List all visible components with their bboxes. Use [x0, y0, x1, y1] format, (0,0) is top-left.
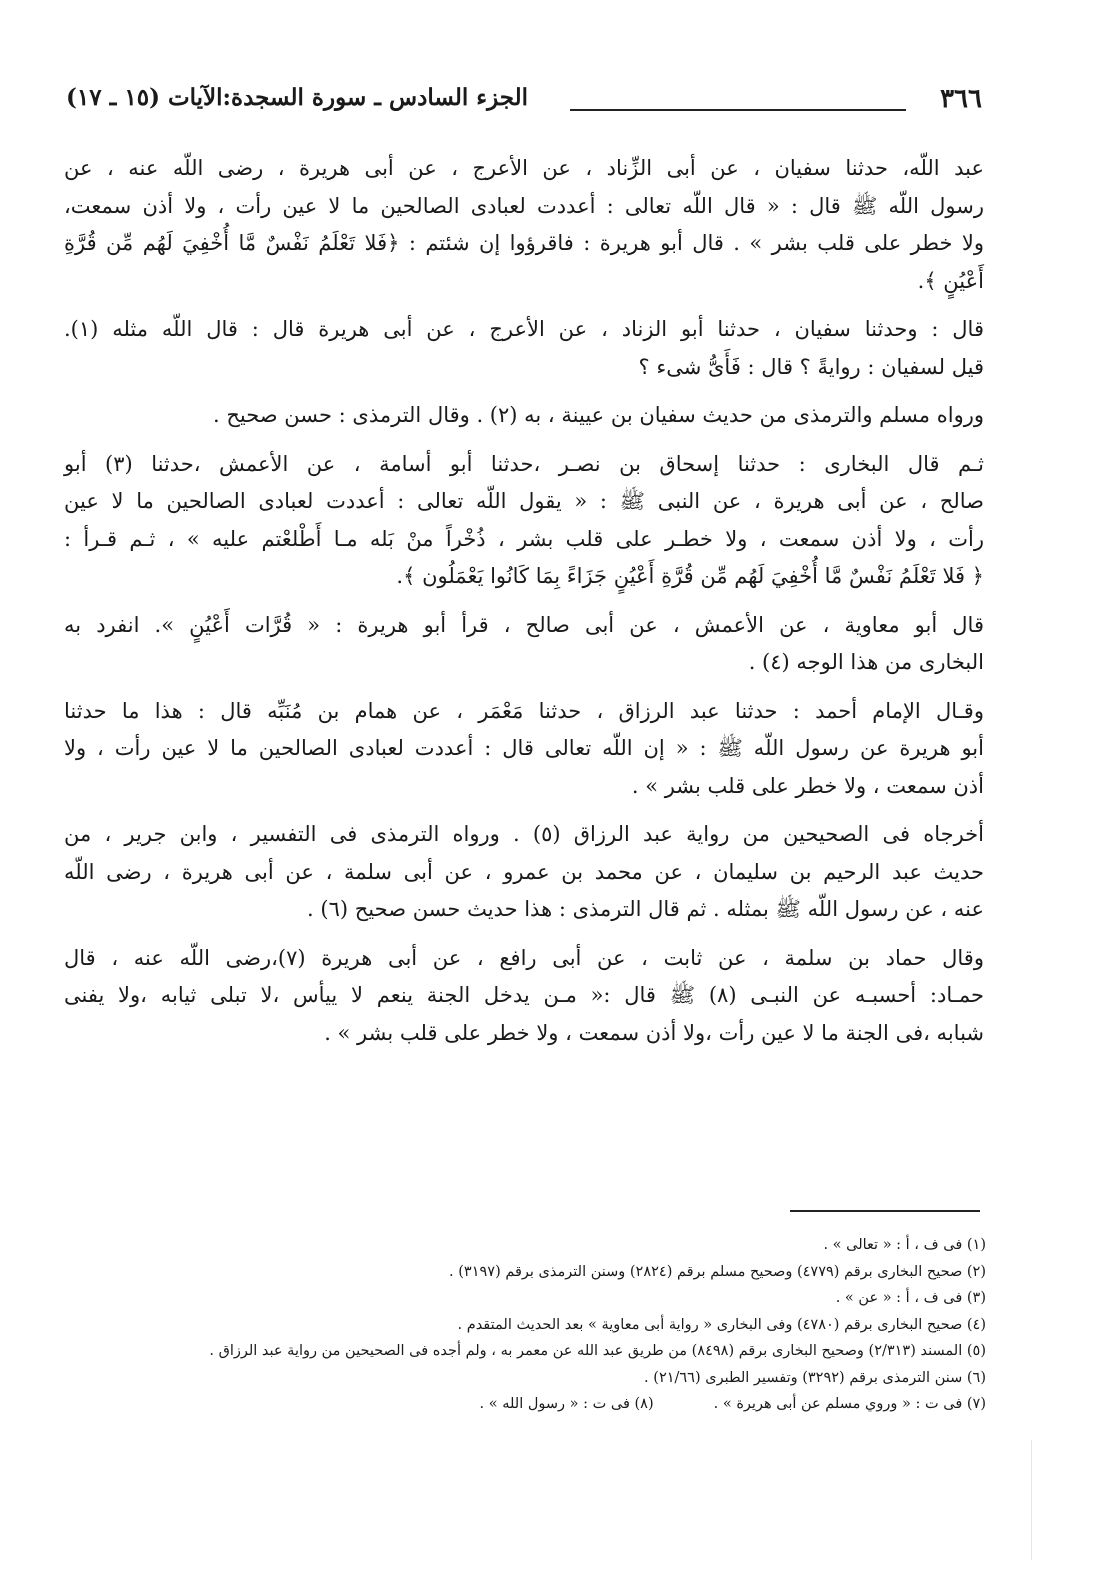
text-line: قيل لسفيان : روايةً ؟ قال : فَأَىُّ شىء ؟ [638, 354, 984, 379]
page-number: ٣٦٦ [940, 84, 982, 114]
text-line: أبو هريرة عن رسول اللّه ﷺ : « إن اللّه تعالى قال : أعددت لعبادى الصالحين ما لا عين رأت ، ولا [64, 736, 984, 760]
footnote-1: (١) فى ف ، أ : « تعالى » . [823, 1237, 986, 1253]
text-line: ورواه مسلم والترمذى من حديث سفيان بن عيينة ، به (٢) . وقال الترمذى : حسن صحيح . [212, 403, 984, 427]
text-line: رأت ، ولا أذن سمعت ، ولا خطـر على قلب بشر ، ذُخْراً منْ بَله مـا أَطْلعْتم عليه » ، ثـم قـرأ : [64, 526, 984, 551]
footnotes [60, 1232, 986, 1418]
paragraph-3 [64, 397, 984, 435]
text-line: أخرجاه فى الصحيحين من رواية عبد الرزاق (٥) . ورواه الترمذى فى التفسير ، وابن جرير ، من [64, 822, 984, 846]
text-line: عنه ، عن رسول اللّه ﷺ بمثله . ثم قال الترمذى : هذا حديث حسن صحيح (٦) . [307, 897, 984, 921]
running-title: الجزء السادس ـ سورة السجدة:الآيات (١٥ ـ ١٧) [66, 84, 528, 111]
footnote-8: (٨) فى ت : « رسول الله » . [479, 1396, 654, 1412]
paragraph-8 [64, 940, 984, 1053]
paragraph-5 [64, 607, 984, 682]
text-line: قال أبو معاوية ، عن الأعمش ، عن أبى صالح ، قرأ أبو هريرة : « قُرَّات أَعْيُنٍ ». انفرد به [64, 612, 984, 637]
text-line: قال : وحدثنا سفيان ، حدثنا أبو الزناد ، عن الأعرج ، عن أبى هريرة قال : قال اللّه مثله (١). [64, 317, 984, 341]
footnote-3: (٣) فى ف ، أ : « عن » . [835, 1290, 986, 1306]
text-line: عبد اللّه، حدثنا سفيان ، عن أبى الزِّناد ، عن الأعرج ، عن أبى هريرة ، رضى اللّه عنه ، عن [64, 156, 984, 180]
text-line: أذن سمعت ، ولا خطر على قلب بشر » . [631, 773, 984, 798]
running-header [66, 78, 982, 118]
footnote-separator [790, 1210, 980, 1212]
footnote-5: (٥) المسند (٢/٣١٣) وصحيح البخارى برقم (٨٤٩٨) من طريق عبد الله عن معمر به ، ولم أجده فى الصحيحين من رواية عبد الرزاق . [209, 1343, 986, 1359]
text-line: ثـم قال البخارى : حدثنا إسحاق بن نصـر ،حدثنا أبو أسامة ، عن الأعمش ،حدثنا (٣) أبو [64, 451, 984, 476]
text-line: صالح ، عن أبى هريرة ، عن النبى ﷺ : « يقول اللّه تعالى : أعددت لعبادى الصالحين ما لا عين [64, 489, 984, 513]
scan-edge-mark [1031, 1440, 1032, 1560]
footnote-7: (٧) فى ت : « وروي مسلم عن أبى هريرة » . [713, 1396, 986, 1412]
footnote-2: (٢) صحيح البخارى برقم (٤٧٧٩) وصحيح مسلم برقم (٢٨٢٤) وسنن الترمذى برقم (٣١٩٧) . [449, 1263, 986, 1280]
paragraph-7 [64, 816, 984, 929]
paragraph-4 [64, 446, 984, 596]
text-line: وقال حماد بن سلمة ، عن ثابت ، عن أبى رافع ، عن أبى هريرة (٧)،رضى اللّه عنه ، قال [64, 945, 984, 970]
text-line: شبابه ،فى الجنة ما لا عين رأت ،ولا أذن سمعت ، ولا خطر على قلب بشر » . [324, 1020, 984, 1045]
paragraph-1 [64, 150, 984, 300]
text-line: حمـاد: أحسبـه عن النبـى (٨) ﷺ قال :« مـن يدخل الجنة ينعم لا ييأس ،لا تبلى ثيابه ،ولا يفنى [64, 983, 984, 1007]
text-line: أَعْيُنٍ ﴾. [917, 268, 984, 293]
main-text [64, 150, 984, 1063]
footnote-4: (٤) صحيح البخارى برقم (٤٧٨٠) وفى البخارى « رواية أبى معاوية » بعد الحديث المتقدم . [457, 1316, 986, 1333]
paragraph-2 [64, 311, 984, 386]
text-line: رسول اللّه ﷺ قال : « قال اللّه تعالى : أعددت لعبادى الصالحين ما لا عين رأت ، ولا أذن سمعت، [64, 193, 984, 218]
paragraph-6 [64, 693, 984, 806]
text-line: حديث عبد الرحيم بن سليمان ، عن محمد بن عمرو ، عن أبى سلمة ، عن أبى هريرة ، رضى اللّه [64, 859, 984, 884]
footnote-6: (٦) سنن الترمذى برقم (٣٢٩٢) وتفسير الطبرى (٢١/٦٦) . [644, 1369, 986, 1386]
text-line: ﴿ فَلا تَعْلَمُ نَفْسٌ مَّا أُخْفِيَ لَهُم مِّن قُرَّةِ أَعْيُنٍ جَزَاءً بِمَا كَانُوا يَعْمَلُون ﴾. [396, 564, 984, 588]
footnote-row [60, 1391, 986, 1418]
text-line: البخارى من هذا الوجه (٤) . [748, 650, 984, 674]
text-line: وقـال الإمام أحمد : حدثنا عبد الرزاق ، حدثنا مَعْمَر ، عن همام بن مُنَبِّه قال : هذا ما حدثنا [64, 698, 984, 723]
text-line: ولا خطر على قلب بشر » . قال أبو هريرة : فاقرؤوا إن شئتم : ﴿فَلا تَعْلَمُ نَفْسٌ مَّا أُخْفِيَ لَهُم مِّن قُرَّةِ [64, 231, 984, 255]
header-rule [570, 109, 906, 111]
